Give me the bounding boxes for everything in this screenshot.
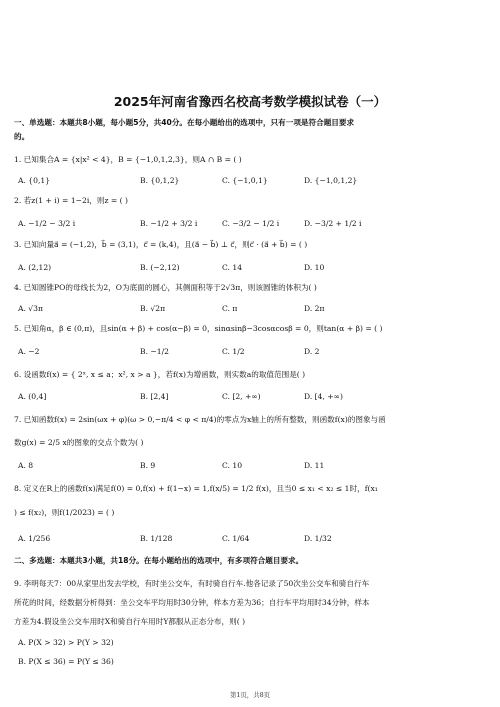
- option-b: B. [2,4]: [140, 392, 169, 401]
- question-4-stem: 4. 已知圆锥PO的母线长为2，O为底面的圆心，其侧面积等于2√3π，则该圆锥的体积为( ): [14, 283, 317, 292]
- option-d: D. 10: [304, 263, 325, 272]
- option-c: C. {−1,0,1}: [222, 176, 268, 185]
- option-d: D. {−1,0,1,2}: [304, 176, 358, 185]
- option-d: D. 11: [304, 461, 325, 470]
- question-9-option-a: A. P(X > 32) > P(Y > 32): [18, 638, 114, 647]
- option-d: D. 2: [304, 347, 320, 356]
- question-5-stem: 5. 已知角α，β ∈ (0,π)，且sin(α + β) + cos(α−β) = 0，sinαsinβ−3cosαcosβ = 0，则tan(α + β) = ( ): [14, 324, 383, 333]
- question-8-options: [18, 534, 488, 546]
- option-a: A. (2,12): [18, 263, 52, 272]
- question-7-options: [18, 461, 488, 473]
- option-d: D. 1/32: [304, 534, 332, 543]
- question-5-options: [18, 347, 488, 359]
- option-c: C. 1/2: [222, 347, 245, 356]
- page-footer: 第1页，共8页: [229, 691, 271, 699]
- option-a: A. 8: [18, 461, 34, 470]
- question-8-stem-cont: ) ≤ f(x₂)，则f(1/2023) = ( ): [14, 508, 115, 517]
- option-c: C. 14: [222, 263, 243, 272]
- option-a: A. √3π: [18, 304, 43, 313]
- question-1-stem: 1. 已知集合A = {x|x² < 4}，B = {−1,0,1,2,3}，则A ∩ B = ( ): [14, 155, 242, 164]
- exam-title: 2025年河南省豫西名校高考数学模拟试卷（一）: [113, 94, 387, 109]
- option-c: C. [2, +∞): [222, 392, 261, 401]
- option-b: B. (−2,12): [140, 263, 180, 272]
- question-8-stem: 8. 定义在R上的函数f(x)满足f(0) = 0,f(x) + f(1−x) = 1,f(x/5) = 1/2 f(x)，且当0 ≤ x₁ < x₂ ≤ 1时，f(x₁: [14, 484, 378, 493]
- question-2-stem: 2. 若z(1 + i) = 1−2i，则z = ( ): [14, 196, 128, 205]
- option-d: D. [4, +∞): [304, 392, 343, 401]
- option-c: C. π: [222, 304, 238, 313]
- question-2-options: [18, 219, 488, 231]
- option-c: C. 10: [222, 461, 243, 470]
- option-c: C. −3/2 − 1/2 i: [222, 219, 280, 228]
- question-7-stem-cont: 数g(x) = 2/5 x的图象的交点个数为( ): [14, 438, 144, 447]
- question-6-options: [18, 392, 488, 404]
- question-9-line3: 方差为4.假设坐公交车用时X和骑自行车用时Y都服从正态分布，则( ): [14, 617, 246, 626]
- section2-heading: 二、多选题：本题共3小题，共18分。在每小题给出的选项中，有多项符合题目要求。: [14, 556, 304, 565]
- option-a: A. 1/256: [18, 534, 51, 543]
- question-3-options: [18, 263, 488, 275]
- option-b: B. −1/2: [140, 347, 169, 356]
- option-c: C. 1/64: [222, 534, 250, 543]
- section1-heading-cont: 的。: [14, 132, 30, 141]
- option-a: A. (0,4]: [18, 392, 47, 401]
- section1-heading: 一、单选题：本题共8小题，每小题5分，共40分。在每小题给出的选项中，只有一项是符合题目要求: [14, 118, 355, 127]
- option-d: D. 2π: [304, 304, 325, 313]
- question-1-options: [18, 176, 488, 188]
- option-a: A. −2: [18, 347, 40, 356]
- question-6-stem: 6. 设函数f(x) = { 2ˣ, x ≤ a；x², x > a }，若f(x)为增函数，则实数a的取值范围是( ): [14, 370, 306, 379]
- option-b: B. 9: [140, 461, 156, 470]
- option-b: B. √2π: [140, 304, 166, 313]
- question-9-line2: 所花的时间，经数据分析得到：坐公交车平均用时30分钟，样本方差为36；自行车平均用时34分钟，样本: [14, 598, 370, 607]
- question-3-stem: 3. 已知向量a⃗ = (−1,2)，b⃗ = (3,1)，c⃗ = (k,4)，且(a⃗ − b⃗) ⊥ c⃗，则c⃗ · (a⃗ + b⃗) = ( ): [14, 240, 308, 249]
- option-a: A. {0,1}: [18, 176, 51, 185]
- option-d: D. −3/2 + 1/2 i: [304, 219, 362, 228]
- question-4-options: [18, 304, 488, 316]
- question-9-line1: 9. 李明每天7：00从家里出发去学校，有时坐公交车，有时骑自行车.他各记录了50次坐公交车和骑自行车: [14, 579, 370, 588]
- option-b: B. {0,1,2}: [140, 176, 180, 185]
- question-7-stem: 7. 已知函数f(x) = 2sin(ωx + φ)(ω > 0,−π/4 < φ < π/4)的零点为x轴上的所有整数，则函数f(x)的图象与函: [14, 415, 386, 424]
- question-9-option-b: B. P(X ≤ 36) = P(Y ≤ 36): [18, 657, 114, 666]
- option-b: B. −1/2 + 3/2 i: [140, 219, 198, 228]
- option-b: B. 1/128: [140, 534, 173, 543]
- option-a: A. −1/2 − 3/2 i: [18, 219, 76, 228]
